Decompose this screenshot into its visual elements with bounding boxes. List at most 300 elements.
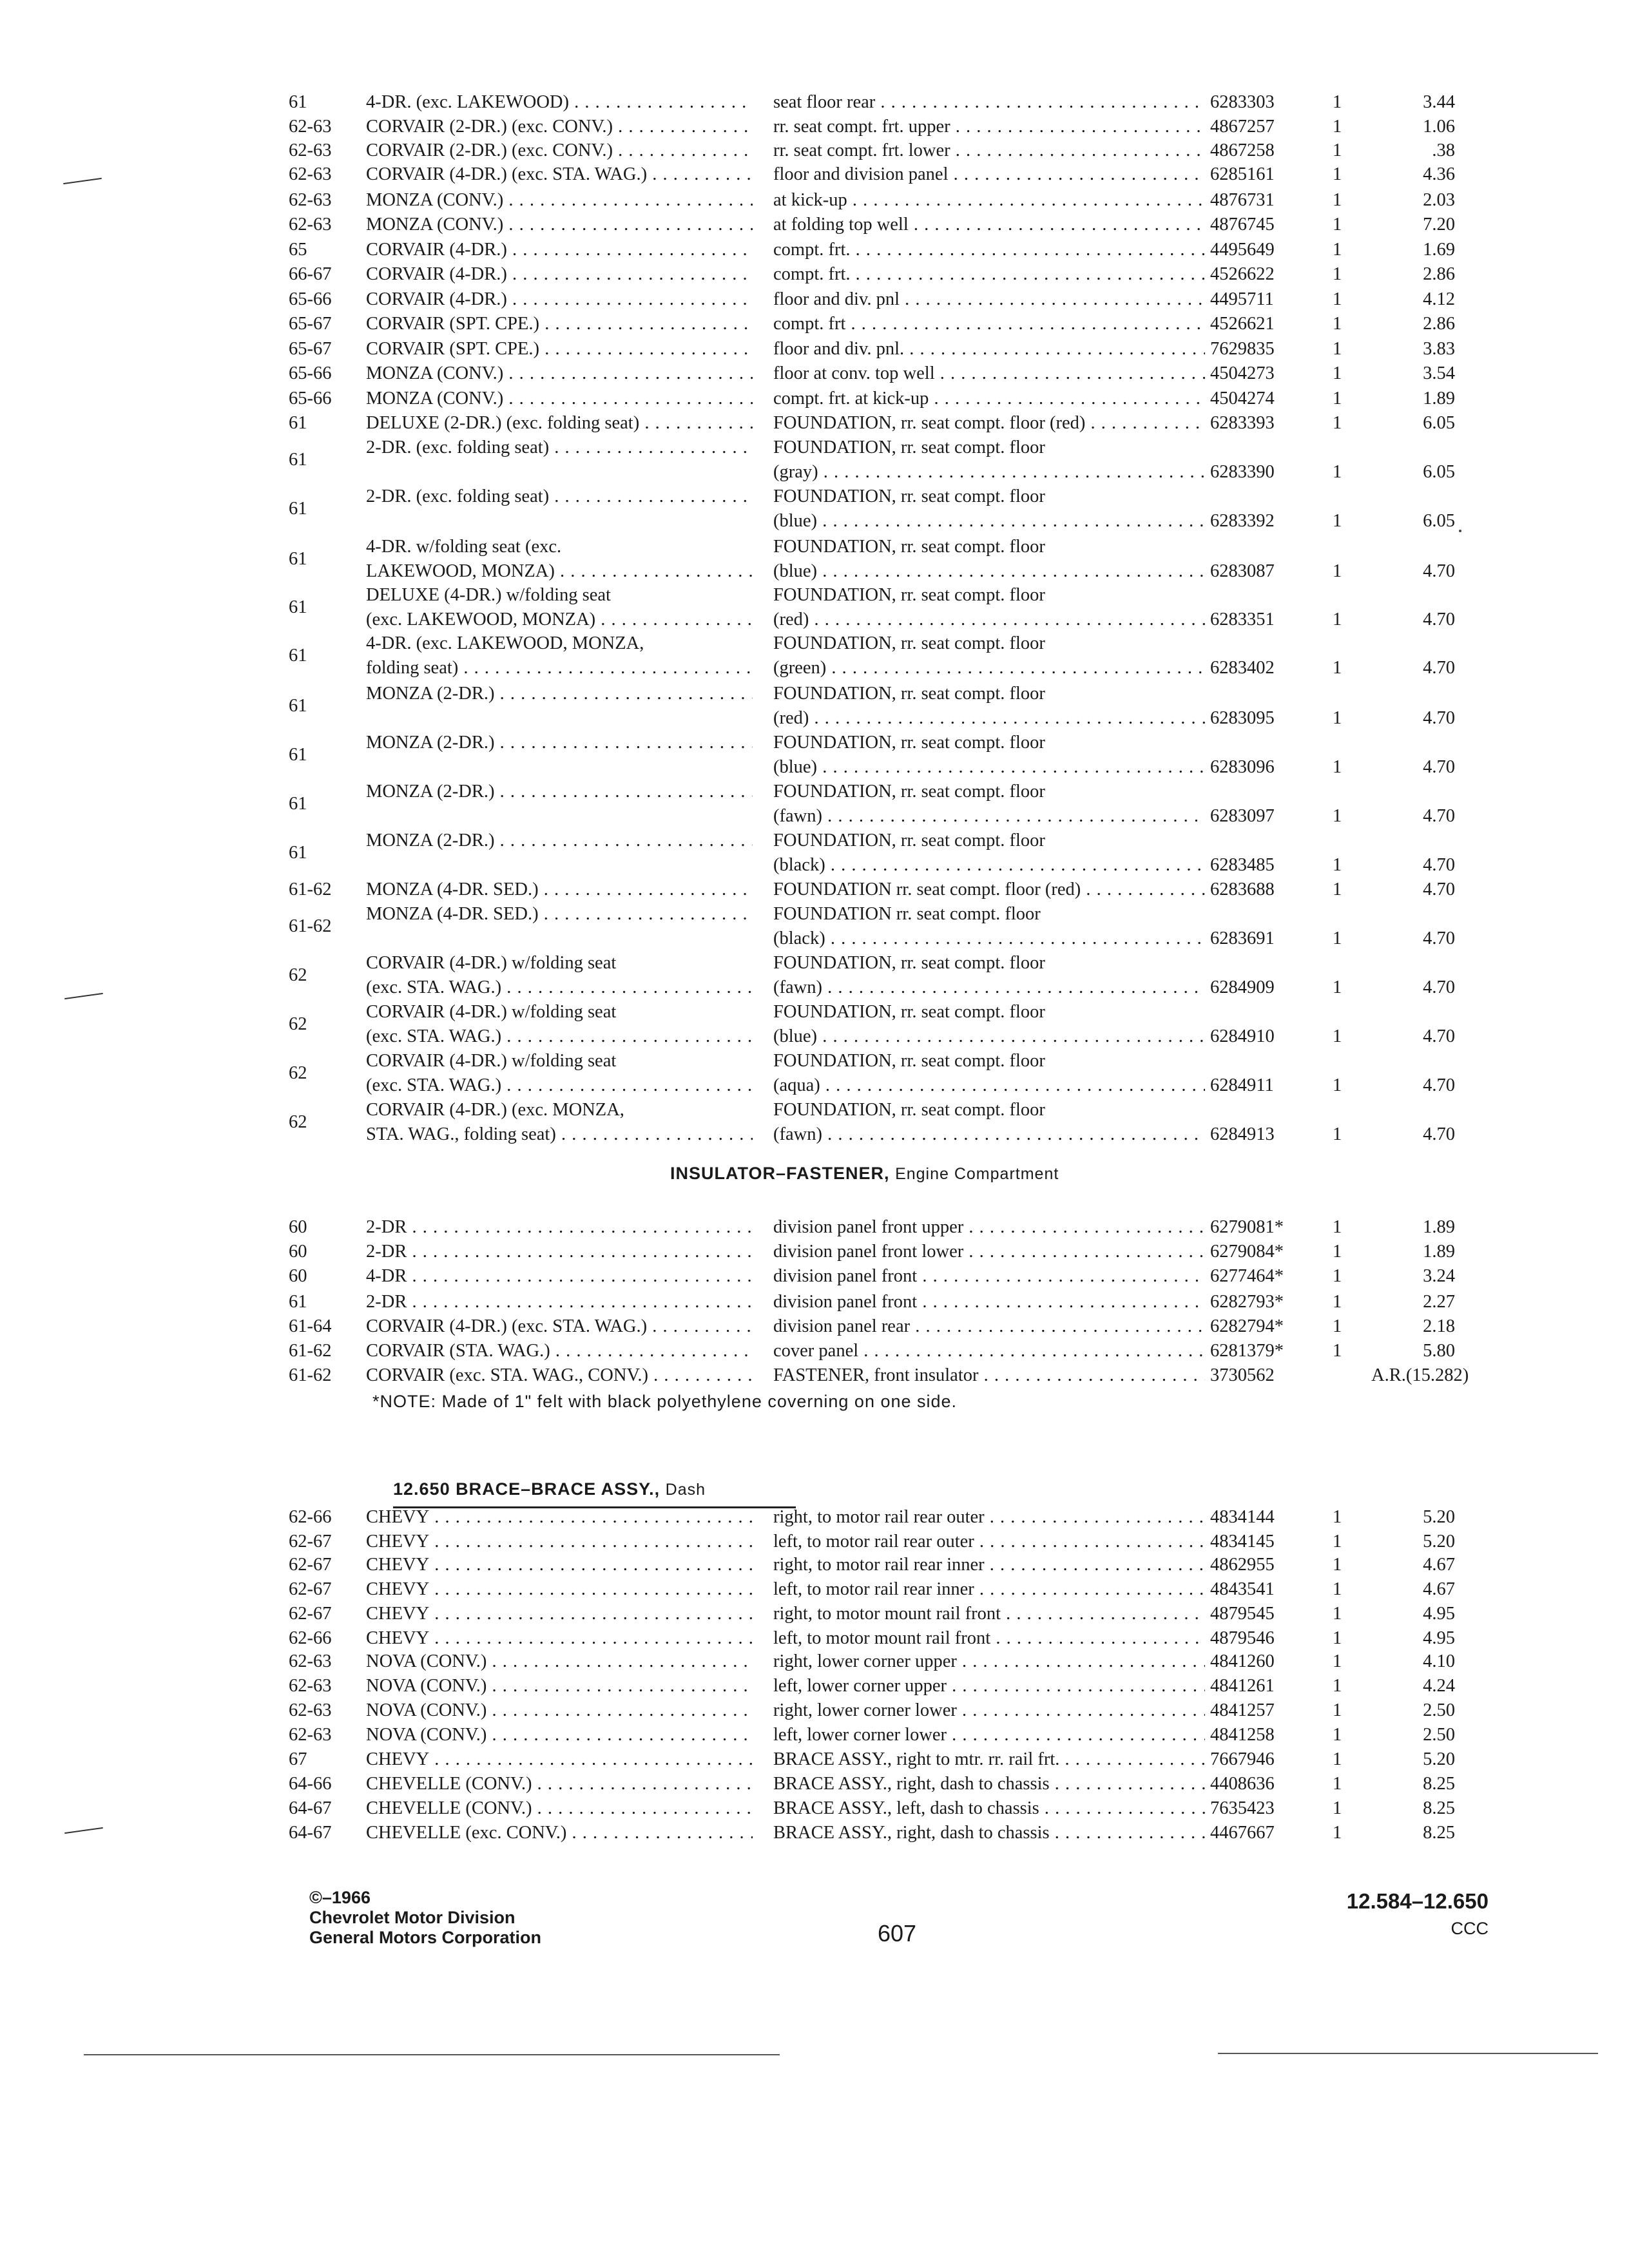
insulator-note: *NOTE: Made of 1" felt with black polyethylene coverning on one side. (372, 1392, 958, 1411)
part-number: 4876731 (1210, 190, 1275, 210)
part-description-line: BRACE ASSY., left, dash to chassis . . . (773, 1796, 1205, 1821)
part-description-line: division panel front . . . (773, 1264, 1205, 1289)
part-number: 6283087 (1210, 561, 1275, 581)
table-row (0, 535, 1629, 586)
quantity: 1 (1333, 1651, 1342, 1671)
model-name-line: CHEVELLE (exc. CONV.) . . . (366, 1821, 753, 1845)
part-description-line: at kick-up . . . (773, 188, 1205, 213)
part-description (773, 1602, 1205, 1626)
model-name-line: 4-DR. w/folding seat (exc. (366, 537, 562, 557)
part-number: 4841257 (1210, 1700, 1275, 1720)
year-range: 67 (289, 1749, 307, 1769)
model-name-line: NOVA (CONV.) . . . (366, 1698, 753, 1723)
part-description-line: compt. frt . . . (773, 312, 1205, 336)
year-range: 61-62 (289, 1341, 332, 1361)
list-price: 4.70 (1423, 928, 1455, 948)
model-name-line: CORVAIR (4-DR.) . . . (366, 287, 753, 312)
part-number: 4834144 (1210, 1507, 1275, 1527)
quantity: 1 (1333, 1242, 1342, 1262)
quantity: 1 (1333, 1555, 1342, 1575)
part-description-line: FOUNDATION, rr. seat compt. floor (773, 831, 1045, 850)
list-price: 4.67 (1423, 1555, 1455, 1575)
model-name-line: CORVAIR (2-DR.) (exc. CONV.) . . . (366, 139, 753, 163)
part-description (773, 1796, 1205, 1821)
quantity: 1 (1333, 1725, 1342, 1745)
list-price: 5.20 (1423, 1507, 1455, 1527)
list-price: 2.50 (1423, 1725, 1455, 1745)
quantity: 1 (1333, 1532, 1342, 1552)
list-price: 4.70 (1423, 1075, 1455, 1095)
table-row (0, 485, 1629, 536)
model-name-line: (exc. STA. WAG.) . . . (366, 1024, 753, 1049)
model-name (366, 1723, 753, 1747)
quantity: 1 (1333, 561, 1342, 581)
quantity: 1 (1333, 1124, 1342, 1144)
table-row (0, 631, 1629, 683)
part-description (773, 1240, 1205, 1264)
model-name (366, 361, 753, 386)
section-range: 12.584–12.650 (1346, 1889, 1489, 1913)
year-range: 65-66 (289, 389, 332, 408)
quantity: 1 (1333, 1217, 1342, 1237)
year-range: 62-63 (289, 190, 332, 210)
part-description (773, 436, 1205, 485)
year-range: 64-67 (289, 1798, 332, 1818)
model-name (366, 1674, 753, 1698)
quantity: 1 (1333, 1700, 1342, 1720)
model-name-line: CORVAIR (4-DR.) (exc. MONZA, (366, 1100, 624, 1120)
model-name-line: CORVAIR (2-DR.) (exc. CONV.) . . . (366, 115, 753, 139)
part-description-line: right, lower corner upper . . . (773, 1649, 1205, 1674)
model-name (366, 436, 753, 460)
year-range: 61-62 (289, 916, 332, 936)
year-range: 61 (289, 499, 307, 519)
model-name (366, 1339, 753, 1363)
part-description-line: left, lower corner upper . . . (773, 1674, 1205, 1698)
quantity: 1 (1333, 164, 1342, 184)
part-description-line: right, to motor mount rail front . . . (773, 1602, 1205, 1626)
year-range: 62-63 (289, 1676, 332, 1696)
part-description (773, 485, 1205, 533)
model-name-line: CHEVY . . . (366, 1602, 753, 1626)
part-description-line: rr. seat compt. frt. upper . . . (773, 115, 1205, 139)
part-number: 3730562 (1210, 1365, 1275, 1385)
part-number: 6282794* (1210, 1316, 1284, 1336)
list-price: 1.69 (1423, 240, 1455, 260)
part-description (773, 1577, 1205, 1602)
part-description-line: right, to motor rail rear inner . . . (773, 1553, 1205, 1577)
table-row (0, 583, 1629, 635)
model-name (366, 1264, 753, 1289)
model-name-line: DELUXE (2-DR.) (exc. folding seat) . . . (366, 411, 753, 436)
part-number: 4834145 (1210, 1532, 1275, 1552)
part-description-line: FOUNDATION, rr. seat compt. floor (773, 1002, 1045, 1022)
quantity: 1 (1333, 1628, 1342, 1648)
year-range: 60 (289, 1266, 307, 1286)
page-number: 607 (878, 1920, 917, 1946)
quantity: 1 (1333, 413, 1342, 433)
part-description (773, 1821, 1205, 1845)
part-description-line: (blue) . . . (773, 509, 1205, 533)
model-name-line: CHEVY . . . (366, 1530, 753, 1554)
year-range: 65-66 (289, 289, 332, 309)
model-name-line: 4-DR. (exc. LAKEWOOD, MONZA, (366, 633, 644, 653)
year-range: 61-62 (289, 879, 332, 899)
model-name-line: CORVAIR (exc. STA. WAG., CONV.) . . . (366, 1363, 753, 1388)
quantity: 1 (1333, 1604, 1342, 1624)
year-range: 60 (289, 1217, 307, 1237)
list-price: 2.27 (1423, 1292, 1455, 1312)
model-name-line: CORVAIR (SPT. CPE.) . . . (366, 337, 753, 361)
model-name-line: CHEVY . . . (366, 1747, 753, 1772)
model-name (366, 780, 753, 804)
year-range: 62-63 (289, 215, 332, 235)
model-name (366, 213, 753, 237)
part-description-line: FOUNDATION, rr. seat compt. floor (773, 953, 1045, 973)
list-price: 1.89 (1423, 1242, 1455, 1262)
year-range: 62-63 (289, 140, 332, 160)
year-range: 62-67 (289, 1532, 332, 1552)
part-description-line: division panel front upper . . . (773, 1215, 1205, 1240)
quantity: 1 (1333, 92, 1342, 112)
part-number: 4862955 (1210, 1555, 1275, 1575)
model-name-line: CORVAIR (4-DR.) w/folding seat (366, 953, 617, 973)
part-description (773, 1747, 1205, 1772)
part-description-line: (fawn) . . . (773, 804, 1205, 829)
quantity: 1 (1333, 806, 1342, 826)
table-row (0, 951, 1629, 1003)
part-number: 4876745 (1210, 215, 1275, 235)
model-name (366, 1553, 753, 1577)
part-description (773, 1723, 1205, 1747)
list-price: A.R.(15.282) (1371, 1365, 1469, 1385)
part-description (773, 731, 1205, 780)
part-description-line: division panel front lower . . . (773, 1240, 1205, 1264)
year-range: 62 (289, 1063, 307, 1083)
quantity: 1 (1333, 511, 1342, 531)
model-name-line: 4-DR. (exc. LAKEWOOD) . . . (366, 90, 753, 115)
model-name-line: folding seat) . . . (366, 656, 753, 680)
model-name (366, 682, 753, 706)
quantity: 1 (1333, 977, 1342, 997)
year-range: 62-66 (289, 1628, 332, 1648)
insulator-heading-title: INSULATOR–FASTENER, (670, 1164, 890, 1183)
model-name (366, 262, 753, 287)
year-range: 61-64 (289, 1316, 332, 1336)
list-price: 4.24 (1423, 1676, 1455, 1696)
footer-section-range (1327, 1889, 1489, 1939)
part-description (773, 1772, 1205, 1796)
list-price: 6.05 (1423, 511, 1455, 531)
table-row (0, 902, 1629, 954)
list-price: .38 (1432, 140, 1455, 160)
model-name (366, 829, 753, 853)
quantity: 1 (1333, 757, 1342, 777)
part-description-line: FOUNDATION, rr. seat compt. floor (773, 486, 1045, 506)
model-name-line: MONZA (4-DR. SED.) . . . (366, 878, 753, 902)
part-description-line: cover panel . . . (773, 1339, 1205, 1363)
list-price: 2.18 (1423, 1316, 1455, 1336)
part-number: 4841258 (1210, 1725, 1275, 1745)
footer-publisher (309, 1888, 541, 1948)
model-name-line: MONZA (2-DR.) . . . (366, 829, 753, 853)
year-range: 64-66 (289, 1774, 332, 1794)
part-number: 4841260 (1210, 1651, 1275, 1671)
model-name (366, 1000, 753, 1049)
list-price: 2.86 (1423, 314, 1455, 334)
scan-rule-left (84, 2054, 780, 2055)
footer-copyright: ©–1966 (309, 1888, 371, 1907)
part-description-line: BRACE ASSY., right, dash to chassis . . . (773, 1772, 1205, 1796)
part-description-line: FOUNDATION, rr. seat compt. floor (773, 585, 1045, 605)
part-number: 6283393 (1210, 413, 1275, 433)
model-name (366, 1098, 753, 1147)
part-description-line: rr. seat compt. frt. lower . . . (773, 139, 1205, 163)
model-name (366, 631, 753, 680)
quantity: 1 (1333, 1798, 1342, 1818)
list-price: 5.80 (1423, 1341, 1455, 1361)
year-range: 62-63 (289, 117, 332, 137)
part-number: 4841261 (1210, 1676, 1275, 1696)
model-name-line: CORVAIR (SPT. CPE.) . . . (366, 312, 753, 336)
model-name (366, 1049, 753, 1098)
part-description-line: (black) . . . (773, 853, 1205, 878)
model-name-line: STA. WAG., folding seat) . . . (366, 1122, 753, 1147)
part-description (773, 1530, 1205, 1554)
part-description (773, 90, 1205, 115)
list-price: 4.70 (1423, 855, 1455, 875)
year-range: 60 (289, 1242, 307, 1262)
part-description-line: left, to motor rail rear outer . . . (773, 1530, 1205, 1554)
part-description (773, 312, 1205, 336)
quantity: 1 (1333, 1075, 1342, 1095)
part-description-line: FOUNDATION, rr. seat compt. floor (773, 733, 1045, 753)
model-name-line: NOVA (CONV.) . . . (366, 1723, 753, 1747)
part-number: 4408636 (1210, 1774, 1275, 1794)
brace-heading (393, 1479, 706, 1499)
model-name-line: CHEVY . . . (366, 1553, 753, 1577)
part-description-line: division panel rear . . . (773, 1314, 1205, 1339)
model-name-line: 2-DR. (exc. folding seat) . . . (366, 485, 753, 509)
part-description-line: FASTENER, front insulator . . . (773, 1363, 1205, 1388)
quantity: 1 (1333, 658, 1342, 678)
table-row (0, 731, 1629, 782)
model-name (366, 287, 753, 312)
year-range: 64-67 (289, 1823, 332, 1843)
model-name (366, 115, 753, 139)
model-name-line: 4-DR . . . (366, 1264, 753, 1289)
quantity: 1 (1333, 1507, 1342, 1527)
list-price: 4.70 (1423, 658, 1455, 678)
part-description-line: (red) . . . (773, 608, 1205, 632)
part-description-line: (gray) . . . (773, 460, 1205, 485)
section-code: CCC (1451, 1919, 1489, 1938)
model-name (366, 1796, 753, 1821)
list-price: 4.95 (1423, 1628, 1455, 1648)
part-number: 6282793* (1210, 1292, 1284, 1312)
part-description (773, 1649, 1205, 1674)
part-description (773, 162, 1205, 187)
model-name (366, 535, 753, 584)
part-description (773, 287, 1205, 312)
part-description-line: compt. frt. at kick-up . . . (773, 387, 1205, 411)
model-name-line: CHEVY . . . (366, 1626, 753, 1651)
part-description-line: left, lower corner lower . . . (773, 1723, 1205, 1747)
part-description-line: (fawn) . . . (773, 975, 1205, 1000)
year-range: 65-66 (289, 363, 332, 383)
part-number: 6283402 (1210, 658, 1275, 678)
model-name-line: NOVA (CONV.) . . . (366, 1649, 753, 1674)
quantity: 1 (1333, 1676, 1342, 1696)
part-number: 4495711 (1210, 289, 1274, 309)
model-name (366, 1747, 753, 1772)
part-description-line: floor at conv. top well . . . (773, 361, 1205, 386)
part-description (773, 1339, 1205, 1363)
part-number: 6283392 (1210, 511, 1275, 531)
list-price: 4.70 (1423, 610, 1455, 629)
model-name-line: 2-DR . . . (366, 1240, 753, 1264)
list-price: 2.03 (1423, 190, 1455, 210)
year-range: 65-67 (289, 314, 332, 334)
model-name-line: CORVAIR (4-DR.) . . . (366, 262, 753, 287)
list-price: 8.25 (1423, 1823, 1455, 1843)
part-description-line: (black) . . . (773, 927, 1205, 951)
part-description-line: left, to motor rail rear inner . . . (773, 1577, 1205, 1602)
model-name-line: MONZA (2-DR.) . . . (366, 780, 753, 804)
list-price: 4.67 (1423, 1579, 1455, 1599)
part-description-line: FOUNDATION, rr. seat compt. floor (red) . . . (773, 411, 1205, 436)
list-price: 4.70 (1423, 1124, 1455, 1144)
model-name-line: CHEVY . . . (366, 1505, 753, 1530)
part-description-line: FOUNDATION, rr. seat compt. floor (773, 782, 1045, 802)
model-name-line: MONZA (CONV.) . . . (366, 188, 753, 213)
part-description-line: floor and div. pnl . . . (773, 287, 1205, 312)
scan-rule-right (1218, 2053, 1598, 2054)
list-price: 8.25 (1423, 1798, 1455, 1818)
model-name-line: CORVAIR (4-DR.) w/folding seat (366, 1051, 617, 1071)
model-name-line: 2-DR . . . (366, 1215, 753, 1240)
footer-division: Chevrolet Motor Division (309, 1908, 516, 1927)
part-description (773, 1674, 1205, 1698)
year-range: 62-63 (289, 1651, 332, 1671)
part-number: 6284913 (1210, 1124, 1275, 1144)
model-name (366, 1626, 753, 1651)
model-name-line: (exc. LAKEWOOD, MONZA) . . . (366, 608, 753, 632)
part-description (773, 829, 1205, 878)
part-number: 4843541 (1210, 1579, 1275, 1599)
quantity: 1 (1333, 928, 1342, 948)
table-row (0, 1821, 1629, 1872)
model-name-line: MONZA (2-DR.) . . . (366, 682, 753, 706)
part-description (773, 583, 1205, 632)
part-number: 7667946 (1210, 1749, 1275, 1769)
year-range: 62-67 (289, 1604, 332, 1624)
year-range: 61 (289, 450, 307, 470)
quantity: 1 (1333, 215, 1342, 235)
quantity: 1 (1333, 314, 1342, 334)
list-price: 1.06 (1423, 117, 1455, 137)
year-range: 62 (289, 965, 307, 985)
model-name (366, 1314, 753, 1339)
part-description-line: FOUNDATION, rr. seat compt. floor (773, 537, 1045, 557)
part-description-line: FOUNDATION, rr. seat compt. floor (773, 633, 1045, 653)
part-description (773, 951, 1205, 1000)
part-number: 6281379* (1210, 1341, 1284, 1361)
model-name-line: (exc. STA. WAG.) . . . (366, 1073, 753, 1098)
quantity: 1 (1333, 610, 1342, 629)
quantity: 1 (1333, 708, 1342, 728)
year-range: 62-67 (289, 1555, 332, 1575)
model-name (366, 731, 753, 755)
model-name (366, 411, 753, 436)
part-number: 6283351 (1210, 610, 1275, 629)
quantity: 1 (1333, 1579, 1342, 1599)
quantity: 1 (1333, 1774, 1342, 1794)
part-description-line: (green) . . . (773, 656, 1205, 680)
model-name (366, 1772, 753, 1796)
year-range: 61 (289, 646, 307, 666)
model-name-line: CORVAIR (4-DR.) (exc. STA. WAG.) . . . (366, 162, 753, 187)
part-number: 6283096 (1210, 757, 1275, 777)
year-range: 62-63 (289, 1725, 332, 1745)
model-name (366, 1649, 753, 1674)
part-description-line: BRACE ASSY., right, dash to chassis . . . (773, 1821, 1205, 1845)
model-name (366, 1602, 753, 1626)
model-name-line: DELUXE (4-DR.) w/folding seat (366, 585, 611, 605)
part-description-line: right, lower corner lower . . . (773, 1698, 1205, 1723)
part-number: 6279081* (1210, 1217, 1284, 1237)
quantity: 1 (1333, 1266, 1342, 1286)
model-name-line: MONZA (4-DR. SED.) . . . (366, 902, 753, 927)
part-description (773, 1553, 1205, 1577)
year-range: 61 (289, 843, 307, 863)
year-range: 61 (289, 549, 307, 569)
list-price: 4.70 (1423, 708, 1455, 728)
part-description-line: FOUNDATION rr. seat compt. floor (773, 904, 1041, 924)
part-number: 6283485 (1210, 855, 1275, 875)
quantity: 1 (1333, 855, 1342, 875)
part-description (773, 1314, 1205, 1339)
part-description (773, 387, 1205, 411)
model-name-line: 2-DR . . . (366, 1290, 753, 1314)
part-number: 6283097 (1210, 806, 1275, 826)
quantity: 1 (1333, 1316, 1342, 1336)
part-number: 4504274 (1210, 389, 1275, 408)
model-name (366, 1530, 753, 1554)
list-price: 5.20 (1423, 1532, 1455, 1552)
part-description-line: seat floor rear . . . (773, 90, 1205, 115)
model-name-line: CHEVY . . . (366, 1577, 753, 1602)
part-number: 4867257 (1210, 117, 1275, 137)
part-description-line: floor and div. pnl. . . . (773, 337, 1205, 361)
list-price: 6.05 (1423, 462, 1455, 482)
quantity: 1 (1333, 363, 1342, 383)
part-description (773, 682, 1205, 731)
model-name (366, 337, 753, 361)
list-price: 6.05 (1423, 413, 1455, 433)
year-range: 62 (289, 1014, 307, 1034)
part-description (773, 337, 1205, 361)
model-name (366, 951, 753, 1000)
part-description-line: compt. frt. . . . (773, 238, 1205, 262)
table-row (0, 1049, 1629, 1100)
year-range: 62-63 (289, 1700, 332, 1720)
model-name (366, 1240, 753, 1264)
part-description-line: FOUNDATION, rr. seat compt. floor (773, 1100, 1045, 1120)
part-description (773, 1049, 1205, 1098)
part-description-line: FOUNDATION, rr. seat compt. floor (773, 437, 1045, 457)
part-description-line: FOUNDATION rr. seat compt. floor (red) . . . (773, 878, 1205, 902)
